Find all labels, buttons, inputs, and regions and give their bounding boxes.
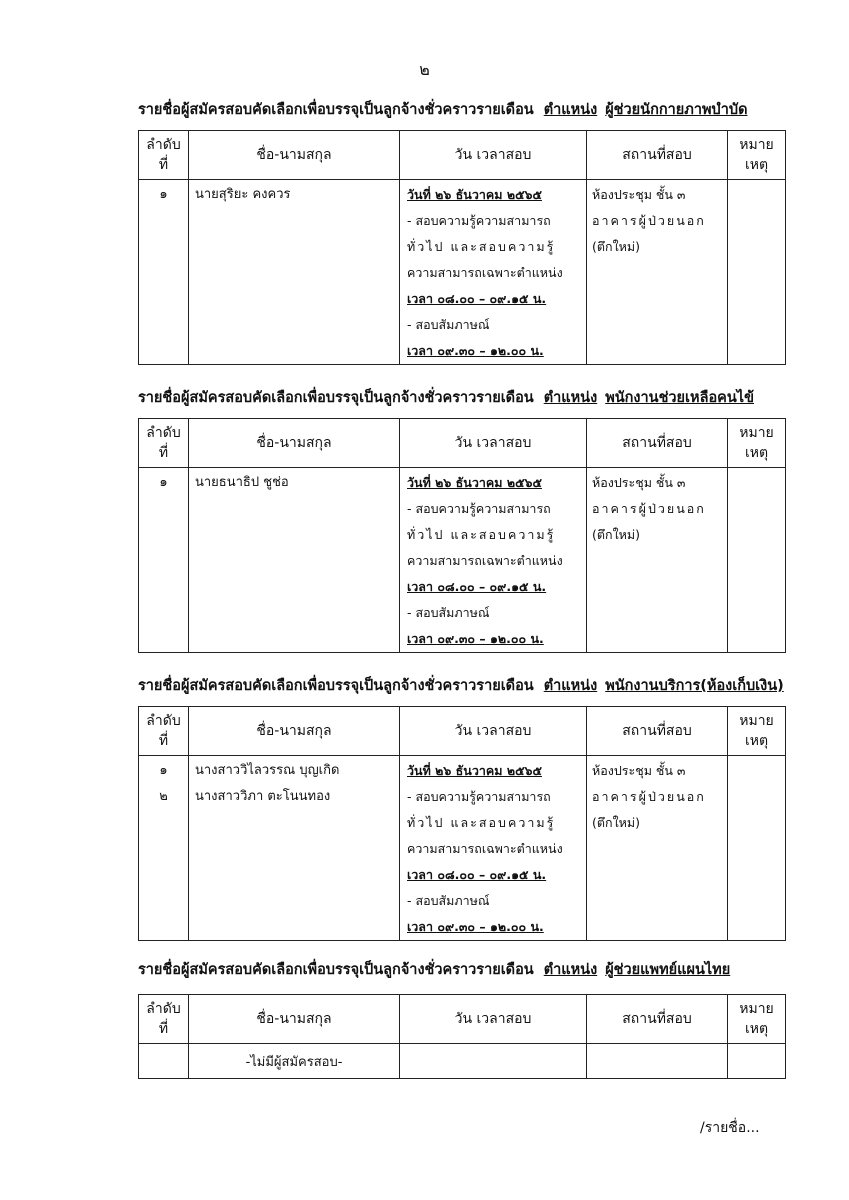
exam-item-1b: ทั่วไป และสอบความรู้ — [407, 527, 556, 542]
header-place: สถานที่สอบ — [587, 707, 728, 756]
table-row — [139, 756, 786, 941]
candidate-table — [138, 706, 786, 941]
section-heading — [138, 100, 785, 122]
place-line-1: ห้องประชุม ชั้น ๓ — [592, 763, 686, 778]
candidate-name: นางสาววิภา ตะโนนทอง — [195, 789, 331, 804]
cell-schedule — [400, 756, 587, 941]
table-header-row — [139, 419, 786, 468]
exam-time-1: เวลา ๐๘.๐๐ – ๐๙.๑๕ น. — [407, 291, 547, 306]
header-place: สถานที่สอบ — [587, 419, 728, 468]
header-note: หมาย เหตุ — [728, 995, 786, 1044]
section-patient-aide — [138, 388, 785, 653]
cell-note — [728, 180, 786, 365]
header-name: ชื่อ-นามสกุล — [189, 707, 400, 756]
header-place: สถานที่สอบ — [587, 995, 728, 1044]
no-applicants: -ไม่มีผู้สมัครสอบ- — [189, 1044, 400, 1079]
exam-item-1b: ทั่วไป และสอบความรู้ — [407, 239, 556, 254]
header-no: ลำดับ ที่ — [139, 707, 189, 756]
cell-no — [139, 756, 189, 941]
exam-item-1c: ความสามารถเฉพาะตำแหน่ง — [407, 553, 563, 568]
section-heading — [138, 960, 785, 982]
table-header-row — [139, 707, 786, 756]
place-line-1: ห้องประชุม ชั้น ๓ — [592, 475, 686, 490]
header-no: ลำดับ ที่ — [139, 995, 189, 1044]
header-place: สถานที่สอบ — [587, 131, 728, 180]
position-name: พนักงานช่วยเหลือคนไข้ — [605, 390, 754, 406]
place-line-3: (ตึกใหม่) — [592, 815, 641, 830]
table-header-row — [139, 995, 786, 1044]
candidate-name: นายธนาธิป ชูช่อ — [195, 475, 289, 490]
candidate-table — [138, 994, 786, 1079]
cell-place — [587, 180, 728, 365]
section-title: รายชื่อผู้สมัครสอบคัดเลือกเพื่อบรรจุเป็นลูกจ้างชั่วคราวรายเดือน — [138, 678, 534, 694]
section-thai-medicine-assistant — [138, 960, 785, 1079]
exam-item-2: - สอบสัมภาษณ์ — [407, 605, 490, 620]
place-line-3: (ตึกใหม่) — [592, 239, 641, 254]
table-row — [139, 1044, 786, 1079]
header-name: ชื่อ-นามสกุล — [189, 131, 400, 180]
header-no: ลำดับ ที่ — [139, 419, 189, 468]
candidate-no: ๒ — [159, 789, 168, 804]
place-line-2: อาคารผู้ป่วยนอก — [592, 789, 706, 804]
cell-name — [189, 180, 400, 365]
section-title: รายชื่อผู้สมัครสอบคัดเลือกเพื่อบรรจุเป็นลูกจ้างชั่วคราวรายเดือน — [138, 962, 534, 978]
exam-time-2: เวลา ๐๙.๓๐ – ๑๒.๐๐ น. — [407, 343, 544, 358]
position-label: ตำแหน่ง — [543, 678, 598, 694]
cell-place — [587, 756, 728, 941]
exam-item-2: - สอบสัมภาษณ์ — [407, 893, 490, 908]
continuation-note: /รายชื่อ... — [700, 1120, 760, 1136]
place-line-2: อาคารผู้ป่วยนอก — [592, 501, 706, 516]
candidate-name: นายสุริยะ คงควร — [195, 187, 291, 202]
cell-note — [728, 1044, 786, 1079]
candidate-table — [138, 418, 786, 653]
header-no: ลำดับ ที่ — [139, 131, 189, 180]
exam-item-1: - สอบความรู้ความสามารถ — [407, 501, 551, 516]
section-title: รายชื่อผู้สมัครสอบคัดเลือกเพื่อบรรจุเป็นลูกจ้างชั่วคราวรายเดือน — [138, 390, 534, 406]
exam-item-1: - สอบความรู้ความสามารถ — [407, 789, 551, 804]
header-date: วัน เวลาสอบ — [400, 995, 587, 1044]
header-note: หมาย เหตุ — [728, 707, 786, 756]
cell-place — [587, 1044, 728, 1079]
table-row — [139, 180, 786, 365]
table-header-row — [139, 131, 786, 180]
exam-time-2: เวลา ๐๙.๓๐ – ๑๒.๐๐ น. — [407, 919, 544, 934]
exam-item-1: - สอบความรู้ความสามารถ — [407, 213, 551, 228]
exam-item-2: - สอบสัมภาษณ์ — [407, 317, 490, 332]
candidate-no: ๑ — [159, 475, 168, 490]
position-label: ตำแหน่ง — [543, 962, 598, 978]
header-note: หมาย เหตุ — [728, 131, 786, 180]
exam-date: วันที่ ๒๖ ธันวาคม ๒๕๖๕ — [407, 187, 542, 202]
cell-name — [189, 468, 400, 653]
exam-time-1: เวลา ๐๘.๐๐ – ๐๙.๑๕ น. — [407, 867, 547, 882]
section-heading — [138, 388, 785, 410]
exam-time-2: เวลา ๐๙.๓๐ – ๑๒.๐๐ น. — [407, 631, 544, 646]
exam-time-1: เวลา ๐๘.๐๐ – ๐๙.๑๕ น. — [407, 579, 547, 594]
exam-date: วันที่ ๒๖ ธันวาคม ๒๕๖๕ — [407, 475, 542, 490]
cell-note — [728, 756, 786, 941]
header-date: วัน เวลาสอบ — [400, 419, 587, 468]
cell-place — [587, 468, 728, 653]
exam-item-1b: ทั่วไป และสอบความรู้ — [407, 815, 556, 830]
place-line-1: ห้องประชุม ชั้น ๓ — [592, 187, 686, 202]
section-title: รายชื่อผู้สมัครสอบคัดเลือกเพื่อบรรจุเป็นลูกจ้างชั่วคราวรายเดือน — [138, 102, 534, 118]
header-name: ชื่อ-นามสกุล — [189, 419, 400, 468]
exam-item-1c: ความสามารถเฉพาะตำแหน่ง — [407, 265, 563, 280]
header-name: ชื่อ-นามสกุล — [189, 995, 400, 1044]
position-name: ผู้ช่วยนักกายภาพบำบัด — [605, 102, 748, 118]
candidate-table — [138, 130, 786, 365]
exam-date: วันที่ ๒๖ ธันวาคม ๒๕๖๕ — [407, 763, 542, 778]
cell-note — [728, 468, 786, 653]
cell-no — [139, 1044, 189, 1079]
cell-no — [139, 180, 189, 365]
position-label: ตำแหน่ง — [543, 390, 598, 406]
position-name: ผู้ช่วยแพทย์แผนไทย — [605, 962, 731, 978]
section-physio-assistant — [138, 100, 785, 365]
cell-schedule — [400, 180, 587, 365]
candidate-no: ๑ — [159, 763, 168, 778]
header-note: หมาย เหตุ — [728, 419, 786, 468]
place-line-2: อาคารผู้ป่วยนอก — [592, 213, 706, 228]
cell-schedule — [400, 1044, 587, 1079]
page-number: ๒ — [419, 60, 430, 79]
header-date: วัน เวลาสอบ — [400, 131, 587, 180]
candidate-name: นางสาววิไลวรรณ บุญเกิด — [195, 763, 340, 778]
header-date: วัน เวลาสอบ — [400, 707, 587, 756]
section-cashier-service — [138, 676, 785, 941]
exam-item-1c: ความสามารถเฉพาะตำแหน่ง — [407, 841, 563, 856]
place-line-3: (ตึกใหม่) — [592, 527, 641, 542]
position-name: พนักงานบริการ(ห้องเก็บเงิน) — [605, 678, 784, 694]
cell-name — [189, 756, 400, 941]
section-heading — [138, 676, 785, 698]
cell-schedule — [400, 468, 587, 653]
cell-no — [139, 468, 189, 653]
table-row — [139, 468, 786, 653]
position-label: ตำแหน่ง — [543, 102, 598, 118]
candidate-no: ๑ — [159, 187, 168, 202]
